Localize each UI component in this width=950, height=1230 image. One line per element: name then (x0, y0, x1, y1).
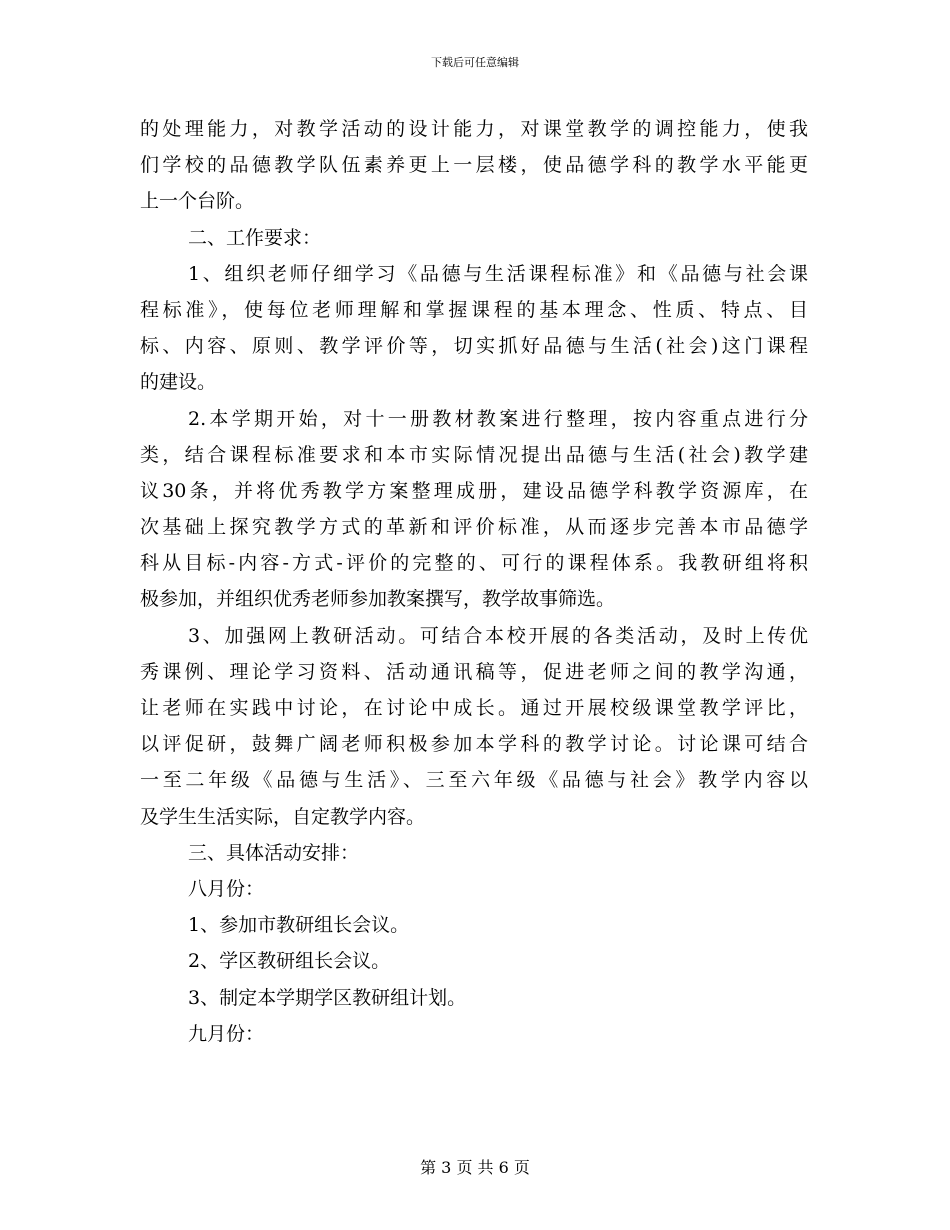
text-line: 极参加，并组织优秀老师参加教案撰写，教学故事筛选。 (140, 588, 616, 611)
text-line: 次基础上探究教学方式的革新和评价标准，从而逐步完善本市品德学 (140, 516, 808, 539)
text-line: 议30条，并将优秀教学方案整理成册，建设品德学科教学资源库，在 (140, 479, 808, 502)
text-line: 科从目标-内容-方式-评价的完整的、可行的课程体系。我教研组将积 (140, 552, 808, 575)
text-line: 让老师在实践中讨论，在讨论中成长。通过开展校级课堂教学评比， (140, 697, 808, 719)
text-line: 的建设。 (140, 371, 217, 394)
document-body (140, 111, 808, 1052)
text-line: 们学校的品德教学队伍素养更上一层楼，使品德学科的教学水平能更 (140, 154, 808, 177)
text-line: 1、组织老师仔细学习《品德与生活课程标准》和《品德与社会课 (188, 262, 808, 285)
text-line: 2、学区教研组长会议。 (188, 950, 391, 973)
text-line: 程标准》，使每位老师理解和掌握课程的基本理念、性质、特点、目 (140, 298, 808, 321)
text-line: 三、具体活动安排： (188, 841, 360, 864)
text-line: 类，结合课程标准要求和本市实际情况提出品德与生活(社会)教学建 (140, 443, 808, 466)
text-line: 的处理能力，对教学活动的设计能力，对课堂教学的调控能力，使我 (140, 118, 808, 140)
page-footer: 第 3 页 共 6 页 (420, 1158, 530, 1177)
text-line: 秀课例、理论学习资料、活动通讯稿等，促进老师之间的教学沟通， (140, 660, 808, 683)
page-header: 下载后可任意编辑 (431, 56, 519, 69)
text-line: 3、加强网上教研活动。可结合本校开展的各类活动，及时上传优 (188, 624, 808, 647)
text-line: 九月份： (188, 1022, 265, 1045)
text-line: 以评促研，鼓舞广阔老师积极参加本学科的教学讨论。讨论课可结合 (140, 733, 808, 756)
text-line: 八月份： (188, 877, 265, 900)
text-line: 一至二年级《品德与生活》、三至六年级《品德与社会》教学内容以 (140, 769, 808, 792)
text-line: 上一个台阶。 (140, 190, 255, 213)
text-line: 2.本学期开始，对十一册教材教案进行整理，按内容重点进行分 (188, 407, 808, 430)
text-line: 3、制定本学期学区教研组计划。 (188, 986, 467, 1009)
text-line: 标、内容、原则、教学评价等，切实抓好品德与生活(社会)这门课程 (140, 335, 808, 358)
text-line: 及学生生活实际，自定教学内容。 (140, 805, 426, 828)
text-line: 二、工作要求： (188, 226, 322, 249)
text-line: 1、参加市教研组长会议。 (188, 914, 410, 937)
